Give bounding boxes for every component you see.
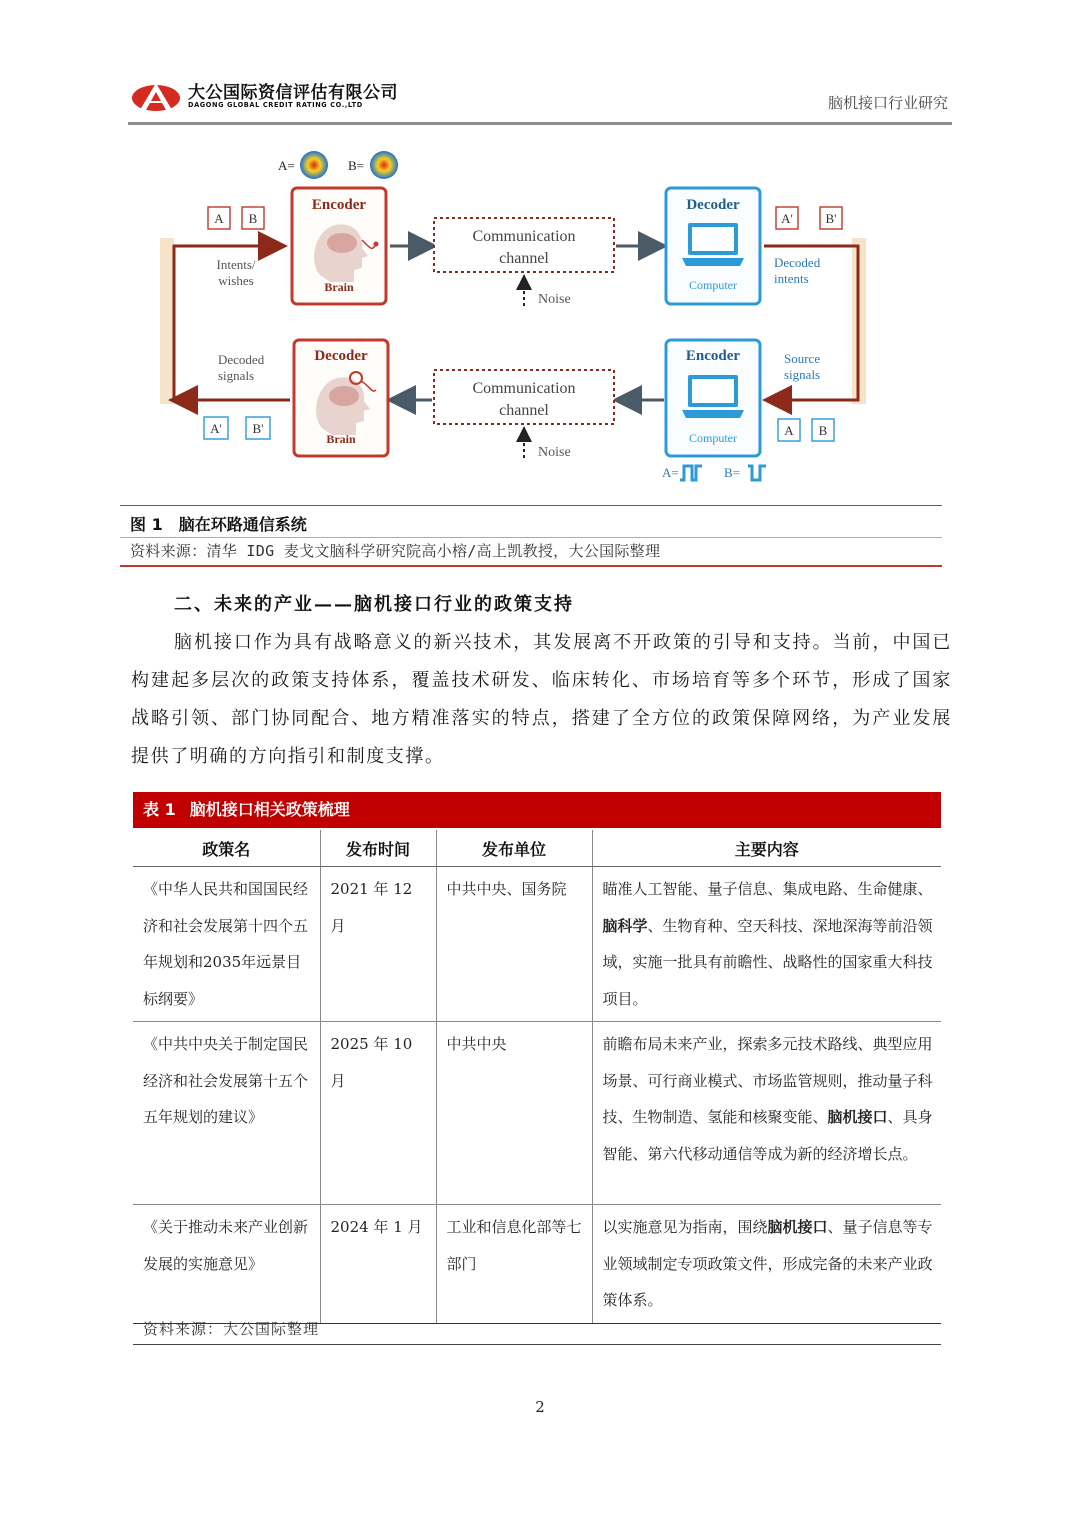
signal-a-label: A= — [662, 465, 679, 480]
page-header — [128, 72, 952, 124]
figure-title: 脑在环路通信系统 — [178, 515, 307, 534]
section-heading: 二、未来的产业——脑机接口行业的政策支持 — [174, 594, 574, 615]
report-title: 脑机接口行业研究 — [827, 94, 948, 112]
table-header-row — [133, 830, 941, 867]
label-bottom-left-a: A' — [210, 421, 222, 436]
cell-policy-name: 《中共中央关于制定国民经济和社会发展第十五个五年规划的建议》 — [133, 1022, 320, 1205]
intents-line1: Intents/ — [216, 257, 256, 272]
cell-content — [592, 1205, 941, 1324]
decoded-signals-line1: Decoded — [218, 352, 265, 367]
figure-bottom-rule — [120, 565, 942, 567]
label-top-right-a: A' — [781, 211, 793, 226]
eeg-a-label: A= — [278, 158, 295, 173]
figure-top-rule — [120, 505, 942, 506]
noise-top-label: Noise — [538, 292, 571, 307]
decoded-intents-line2: intents — [774, 271, 809, 286]
cell-content — [592, 867, 941, 1022]
page-number: 2 — [535, 1398, 545, 1416]
cell-org: 工业和信息化部等七部门 — [436, 1205, 592, 1324]
intents-line2: wishes — [218, 273, 254, 288]
header-divider — [128, 122, 952, 125]
eeg-b-label: B= — [348, 158, 365, 173]
loop-glow-left — [160, 238, 174, 404]
table-row — [133, 1205, 941, 1324]
col-header-content: 主要内容 — [592, 830, 941, 867]
content-text: 、生物育种、空天科技、深地深海等前沿领域，实施一批具有前瞻性、战略性的国家重大科技项目。 — [602, 916, 933, 1008]
table-row — [133, 867, 941, 1022]
content-text: 以实施意见为指南，围绕 — [602, 1218, 768, 1236]
label-top-left-a: A — [214, 211, 224, 226]
label-top-left-b: B — [248, 211, 258, 226]
decoded-intents-line1: Decoded — [774, 255, 821, 270]
diagram-svg — [150, 140, 930, 500]
source-signals-line2: signals — [784, 367, 821, 382]
figure-mid-rule — [120, 537, 942, 538]
encoder-brain-caption: Brain — [324, 280, 354, 294]
eeg-map-b-icon — [370, 151, 398, 179]
section-paragraph: 脑机接口作为具有战略意义的新兴技术，其发展离不开政策的引导和支持。当前，中国已构建起多层次的政策支持体系，覆盖技术研发、临床转化、市场培育等多个环节，形成了国家战略引领、部门协同配合、地方精准落实的特点，搭建了全方位的政策保障网络，为产业发展提供了明确的方向指引和制度支撑。 — [131, 632, 952, 767]
label-bottom-right-a: A — [784, 423, 794, 438]
brain-loop-diagram — [150, 140, 930, 500]
figure-number: 图 1 — [130, 515, 163, 534]
signal-b-label: B= — [724, 465, 741, 480]
cell-content — [592, 1022, 941, 1205]
label-bottom-left-b: B' — [252, 421, 264, 436]
cell-policy-name: 《中华人民共和国国民经济和社会发展第十四个五年规划和2035年远景目标纲要》 — [133, 867, 320, 1022]
content-highlight: 脑科学 — [602, 916, 648, 935]
square-wave-b-icon — [748, 466, 766, 480]
laptop-icon — [682, 223, 744, 266]
decoder-brain-caption: Brain — [326, 432, 356, 446]
decoder-computer-caption: Computer — [689, 278, 737, 292]
square-wave-a-icon — [680, 466, 702, 480]
content-highlight: 脑机接口 — [767, 1218, 828, 1236]
cell-time: 2024 年 1 月 — [320, 1205, 436, 1324]
channel-bottom-line2: channel — [499, 402, 549, 419]
label-top-right-b: B' — [825, 211, 837, 226]
channel-top-line1: Communication — [472, 228, 576, 245]
col-header-org: 发布单位 — [436, 830, 592, 867]
cell-time: 2021 年 12 月 — [320, 867, 436, 1022]
decoded-signals-line2: signals — [218, 368, 255, 383]
company-name-en: DAGONG GLOBAL CREDIT RATING CO.,LTD — [188, 101, 363, 109]
decoder-computer-title: Decoder — [686, 197, 740, 213]
decoder-brain-title: Decoder — [314, 348, 368, 364]
table-source: 资料来源：大公国际整理 — [143, 1320, 320, 1338]
cell-policy-name: 《关于推动未来产业创新发展的实施意见》 — [133, 1205, 320, 1324]
table-source-rule — [133, 1344, 941, 1345]
laptop-icon-2 — [682, 375, 744, 418]
table-title: 脑机接口相关政策梳理 — [189, 800, 350, 819]
col-header-time: 发布时间 — [320, 830, 436, 867]
content-text: 、量子信息等专业领域制定专项政策文件，形成完备的未来产业政策体系。 — [602, 1218, 933, 1309]
eeg-map-a-icon — [300, 151, 328, 179]
content-text: 、具身智能、第六代移动通信等成为新的经济增长点。 — [602, 1108, 933, 1163]
encoder-brain-title: Encoder — [311, 197, 367, 213]
cell-org: 中共中央 — [436, 1022, 592, 1205]
company-name-cn: 大公国际资信评估有限公司 — [188, 83, 398, 103]
cell-org: 中共中央、国务院 — [436, 867, 592, 1022]
company-logo-icon — [130, 78, 182, 118]
col-header-policy: 政策名 — [133, 830, 320, 867]
noise-bottom-label: Noise — [538, 445, 571, 460]
channel-bottom-line1: Communication — [472, 380, 576, 397]
source-signals-line1: Source — [784, 351, 821, 366]
content-highlight: 脑机接口 — [827, 1108, 888, 1126]
encoder-computer-caption: Computer — [689, 431, 737, 445]
figure-caption — [130, 512, 307, 535]
content-text: 前瞻布局未来产业，探索多元技术路线、典型应用场景、可行商业模式、市场监管规则，推动量子科技、生物制造、氢能和核聚变能、 — [602, 1035, 933, 1126]
label-bottom-right-b: B — [818, 423, 828, 438]
table-row — [133, 1022, 941, 1205]
channel-top-line2: channel — [499, 250, 549, 267]
cell-time: 2025 年 10 月 — [320, 1022, 436, 1205]
table-number: 表 1 — [143, 800, 176, 819]
content-text: 瞄准人工智能、量子信息、集成电路、生命健康、 — [602, 880, 933, 898]
encoder-computer-title: Encoder — [685, 348, 741, 364]
figure-source: 资料来源：清华 IDG 麦戈文脑科学研究院高小榕/高上凯教授，大公国际整理 — [130, 542, 661, 560]
table-caption — [133, 792, 941, 828]
policy-table — [133, 830, 941, 1324]
